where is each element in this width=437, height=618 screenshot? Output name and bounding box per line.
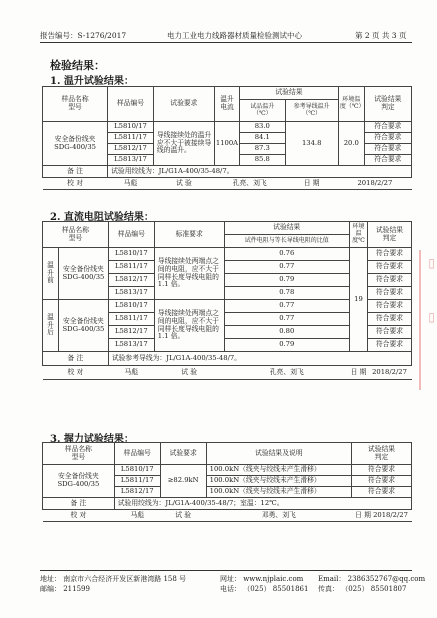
- remark-text: 试验参考导线为：JL/G1A-400/35-48/7。: [108, 352, 411, 366]
- before-label: 温 升 前: [43, 248, 59, 300]
- sample-no: L5813/17: [108, 155, 154, 166]
- footer-phone: 电话： （025） 85501861: [220, 585, 309, 593]
- judgement: 符合要求: [367, 248, 411, 261]
- judgement: 符合要求: [364, 122, 411, 133]
- footer-fax: 传真： （025） 85501807: [318, 585, 407, 593]
- seal-mark-2: ▯: [428, 310, 435, 324]
- clamp-rise-value: 84.1: [240, 133, 285, 144]
- ratio-value: 0.79: [224, 339, 349, 352]
- ratio-value: 0.77: [224, 313, 349, 326]
- proofreader: 马彪: [108, 178, 154, 190]
- ref-rise-value: 134.8: [285, 122, 338, 166]
- date-value: 2018/2/27: [373, 510, 408, 519]
- date: 2018/2/27: [338, 178, 411, 190]
- col-clamp-rise: 试品温升 （℃）: [240, 100, 285, 122]
- page-title: 检验结果：: [50, 59, 105, 72]
- tester: 孔亮、刘飞: [224, 366, 349, 380]
- col-sample: 样品名称 型号: [43, 222, 109, 248]
- sample-name: 安全备份线夹 SDG-400/35: [58, 248, 108, 300]
- sample-no: L5810/17: [114, 465, 160, 476]
- clamp-rise-value: 85.8: [240, 155, 285, 166]
- remark-text: 试验用绞线为：JL/G1A-400/35-48/7。: [108, 166, 412, 178]
- report-number: 报告编号：S-1276/2017: [40, 31, 127, 40]
- col-result: 试验结果: [224, 222, 349, 235]
- sample-no: L5812/17: [108, 274, 154, 287]
- standard-text: 导线接续处两端点之间的电阻，应不大于同样长度导线电阻的 1.1 倍。: [154, 300, 224, 352]
- date: 2018/2/27: [367, 366, 411, 380]
- sample-name: 安全备份线夹 SDG-400/35: [43, 122, 108, 166]
- col-sample-no: 样品编号: [114, 443, 160, 465]
- sample-no: L5813/17: [108, 287, 154, 300]
- ratio-value: 0.80: [224, 326, 349, 339]
- remark-label: 备 注: [43, 498, 115, 510]
- date: [352, 510, 412, 522]
- sample-no: L5812/17: [108, 144, 154, 155]
- col-result: 试验结果及说明: [206, 443, 351, 465]
- tester: 邓勇、刘飞: [206, 510, 351, 522]
- col-ref-rise: 参考导线温升（℃）: [285, 100, 338, 122]
- judgement: 符合要求: [364, 155, 411, 166]
- sample-no: L5811/17: [108, 313, 154, 326]
- sample-no: L5810/17: [108, 300, 154, 313]
- page-number: 第 2 页 共 3 页: [355, 31, 407, 40]
- proof-label: 校 对: [43, 510, 115, 522]
- footer-address: 地址： 南京市六合经济开发区新港湾路 158 号: [40, 575, 187, 583]
- sample-no: L5811/17: [108, 261, 154, 274]
- col-judgement: 试验结果 判定: [352, 443, 412, 465]
- proof-label: 校 对: [43, 366, 109, 380]
- test-label: 试 验: [153, 178, 214, 190]
- header-rule: [40, 42, 412, 43]
- test-label: 试 验: [160, 510, 206, 522]
- ratio-value: 0.79: [224, 274, 349, 287]
- judgement: 符合要求: [367, 313, 411, 326]
- judgement: 符合要求: [352, 465, 412, 476]
- date-label: 日 期: [355, 510, 371, 519]
- dc-resistance-table: [42, 221, 412, 380]
- judgement: 符合要求: [352, 487, 412, 498]
- grip-strength-table: [42, 442, 412, 522]
- col-sample-no: 样品编号: [108, 222, 154, 248]
- requirement-value: ≥82.9kN: [160, 465, 206, 498]
- seal-stamp: [419, 250, 437, 390]
- judgement: 符合要求: [364, 133, 411, 144]
- clamp-rise-value: 83.0: [240, 122, 285, 133]
- section2-heading: 2. 直流电阻试验结果：: [50, 212, 154, 223]
- footer-zip: 邮编： 211599: [40, 585, 90, 593]
- sample-name: 安全备份线夹 SDG-400/35: [58, 300, 108, 352]
- current-value: 1100A: [214, 122, 239, 166]
- col-sample-no: 样品编号: [108, 87, 154, 122]
- section1-heading: 1. 温升试验结果：: [50, 76, 134, 87]
- result-text: 100.0kN（线夹与绞线未产生滑移）: [206, 465, 351, 476]
- col-judgement: 试验结果 判定: [364, 87, 411, 122]
- seal-mark-1: ▯: [428, 256, 435, 270]
- col-ratio: 试件电阻与等长导线电阻的比值: [224, 235, 349, 248]
- col-sample: 样品名称 型号: [43, 87, 108, 122]
- col-result: 试验结果: [240, 87, 339, 100]
- temperature-rise-table: [42, 86, 412, 190]
- footer-website: 网址： www.njplaic.com: [220, 575, 304, 583]
- col-sample: 样品名称 型号: [43, 443, 115, 465]
- standard-text: 导线接续处两端点之间的电阻，应不大于同样长度导线电阻的 1.1 倍。: [154, 248, 224, 300]
- judgement: 符合要求: [367, 287, 411, 300]
- ratio-value: 0.78: [224, 287, 349, 300]
- footer-email: Email： 2386352767@qq.com: [318, 575, 426, 583]
- sample-no: L5810/17: [108, 248, 154, 261]
- ratio-value: 0.77: [224, 261, 349, 274]
- col-judgement: 试验结果 判定: [367, 222, 411, 248]
- env-temp-value: 20.0: [338, 122, 364, 166]
- sample-no: L5811/17: [114, 476, 160, 487]
- sample-no: L5813/17: [108, 339, 154, 352]
- section3-heading: 3. 握力试验结果：: [50, 434, 134, 445]
- judgement: 符合要求: [352, 476, 412, 487]
- sample-no: L5810/17: [108, 122, 154, 133]
- col-requirement: 试验要求: [153, 87, 214, 122]
- proofreader: 马彪: [114, 510, 160, 522]
- sample-no: L5812/17: [114, 487, 160, 498]
- sample-name: 安全备份线夹 SDG-400/35: [43, 465, 115, 498]
- tester: 孔亮、刘飞: [214, 178, 285, 190]
- remark-label: 备 注: [43, 166, 108, 178]
- col-env-temp: 环境温度℃: [350, 222, 368, 248]
- judgement: 符合要求: [367, 300, 411, 313]
- col-current: 温升 电流: [214, 87, 239, 122]
- remark-label: 备 注: [43, 352, 109, 366]
- clamp-rise-value: 87.3: [240, 144, 285, 155]
- date-label: 日 期: [285, 178, 338, 190]
- sample-no: L5811/17: [108, 133, 154, 144]
- judgement: 符合要求: [367, 339, 411, 352]
- proof-label: 校 对: [43, 178, 108, 190]
- requirement-text: 导线接续处的温升应不大于被接续导线的温升。: [153, 122, 214, 166]
- date-label: 日 期: [350, 366, 368, 380]
- judgement: 符合要求: [364, 144, 411, 155]
- sample-no: L5812/17: [108, 326, 154, 339]
- test-label: 试 验: [154, 366, 224, 380]
- after-label: 温 升 后: [43, 300, 59, 352]
- env-temp-value: 19: [350, 248, 368, 352]
- col-env-temp: 环境温度（℃）: [338, 87, 364, 122]
- judgement: 符合要求: [367, 326, 411, 339]
- judgement: 符合要求: [367, 274, 411, 287]
- footer-rule: [40, 570, 412, 571]
- center-name: 电力工业电力线路器材质量检验测试中心: [167, 31, 302, 40]
- ratio-value: 0.77: [224, 300, 349, 313]
- proofreader: 马彪: [108, 366, 154, 380]
- ratio-value: 0.76: [224, 248, 349, 261]
- result-text: 100.0kN（线夹与绞线未产生滑移）: [206, 476, 351, 487]
- col-standard: 标准要求: [154, 222, 224, 248]
- remark-text: 试验用绞线为：JL/G1A-400/35-48/7；室温：12℃。: [114, 498, 411, 510]
- judgement: 符合要求: [367, 261, 411, 274]
- result-text: 100.0kN（线夹与绞线未产生滑移）: [206, 487, 351, 498]
- col-requirement: 试验要求: [160, 443, 206, 465]
